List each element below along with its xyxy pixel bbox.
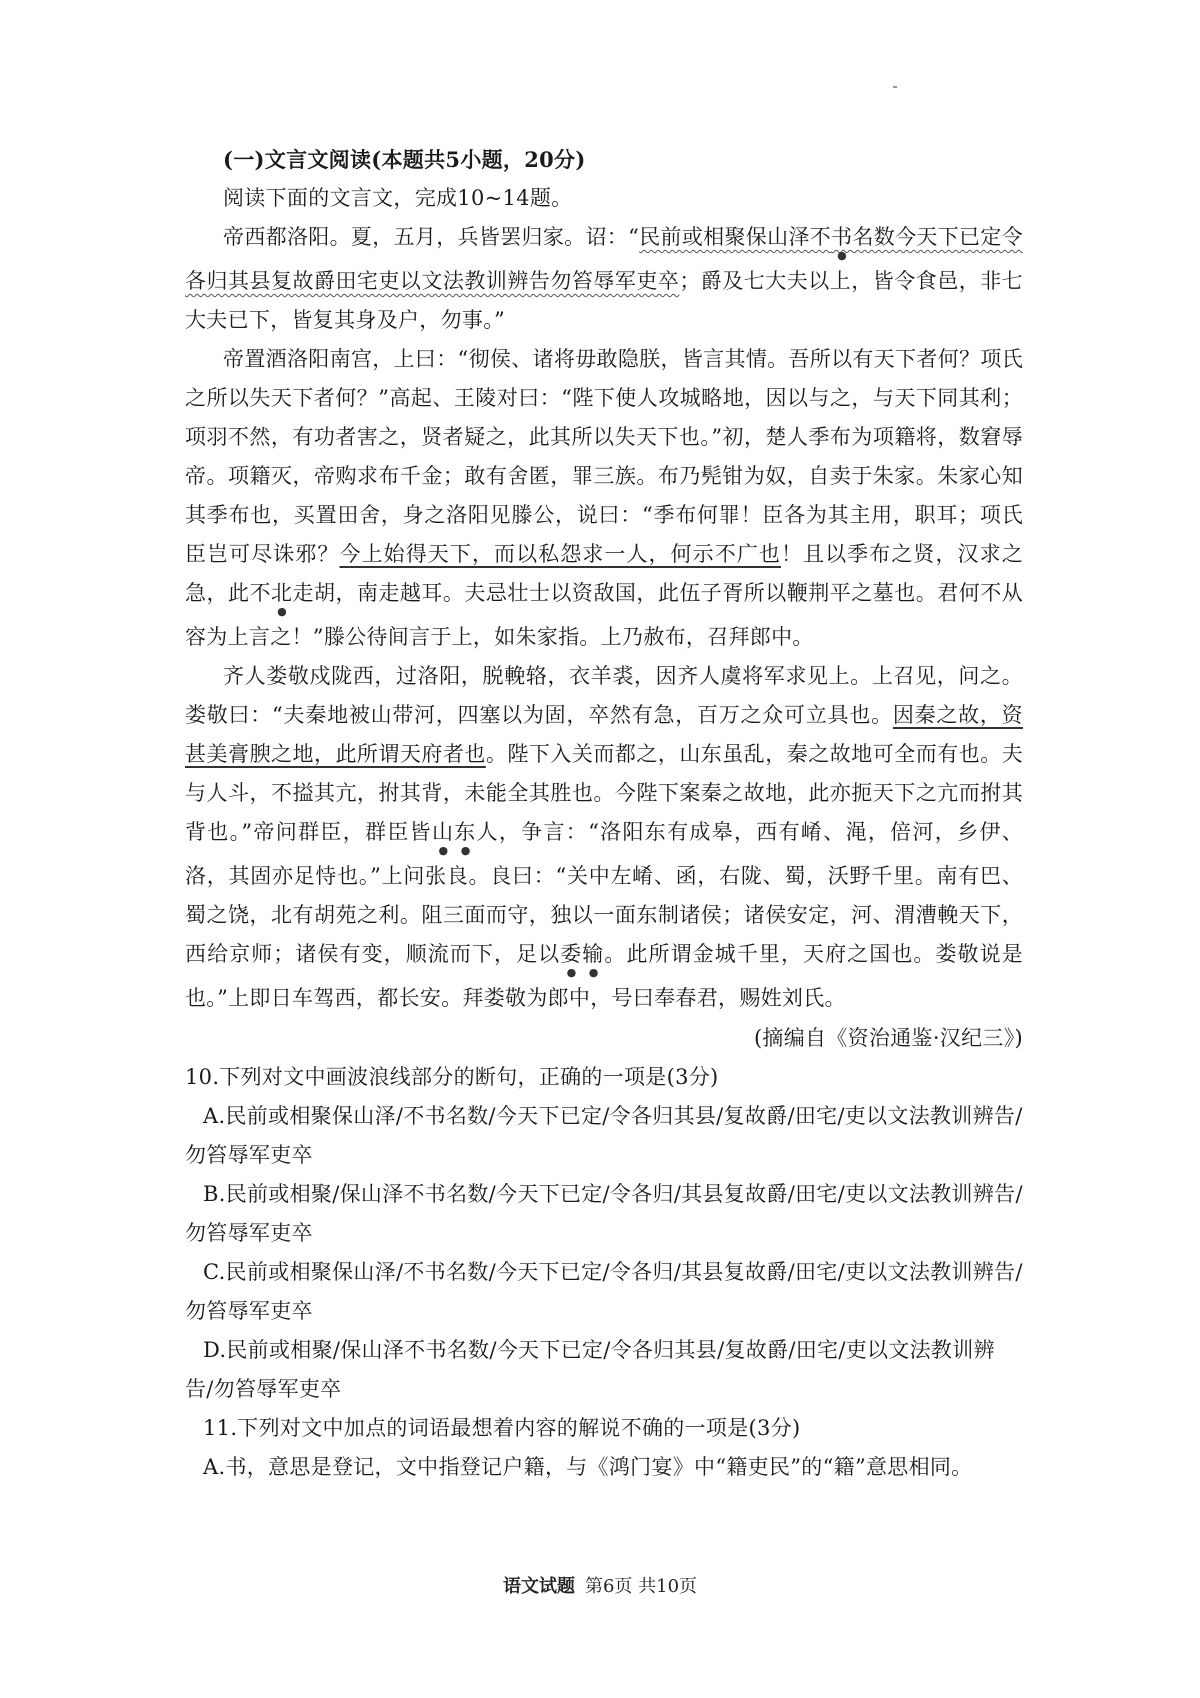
instruction: 阅读下面的文言文，完成10~14题。 [223, 186, 573, 210]
question-10-stem: 10.下列对文中画波浪线部分的断句，正确的一项是(3分) [185, 1065, 719, 1089]
question-11-option-a: A.书，意思是登记，文中指登记户籍，与《鸿门宴》中“籍吏民”的“籍”意思相同。 [203, 1455, 973, 1479]
section-heading: (一)文言文阅读(本题共5小题，20分) [223, 147, 586, 172]
passage-paragraph-2: 帝置酒洛阳南宫，上曰：“彻侯、诸将毋敢隐朕，皆言其情。吾所以有天下者何？项氏之所以失天下者何？”高起、王陵对曰：“陛下使人攻城略地，因以与之，与天下同其利；项羽不然，有功者害之，贤者疑之，此其所以失天下也。”初，楚人季布为项籍将，数窘辱帝。项籍灭，帝购求布千金；敢有舍匿，罪三族。布乃髡钳为奴，自卖于朱家。朱家心知其季布也，买置田舍，身之洛阳见滕公，说曰：“季布何罪！臣各为其主用，职耳；项氏臣岂可尽诛邪？今上始得天下，而以私怨求一人，何示不广也！且以季布之贤，汉求之急，此不北走胡，南走越耳。夫忌壮士以资敌国，此伍子胥所以鞭荆平之墓也。君何不从容为上言之！”滕公待间言于上，如朱家指。上乃赦布，召拜郎中。 [185, 347, 1023, 649]
question-10-option-c: C.民前或相聚保山泽/不书名数/今天下已定/令各归/其县复故爵/田宅/吏以文法教训辨告/勿笞辱军吏卒 [185, 1260, 1023, 1323]
dotted-word: 书 [831, 225, 853, 249]
dotted-word: 委输 [560, 942, 605, 966]
footer-subject: 语文试题 [502, 1576, 575, 1597]
wavy-underlined-text: 民前或相聚保山泽不 [639, 225, 832, 249]
question-10-option-b: B.民前或相聚/保山泽不书名数/今天下已定/令各归/其县复故爵/田宅/吏以文法教训辨告/勿笞辱军吏卒 [185, 1182, 1023, 1245]
underlined-sentence: 今上始得天下，而以私怨求一人，何示不广也 [339, 542, 781, 566]
passage-paragraph-1: 帝西都洛阳。夏，五月，兵皆罢归家。诏：“民前或相聚保山泽不书名数今天下已定令各归其县复故爵田宅吏以文法教训辨告勿笞辱军吏卒；爵及七大夫以上，皆令食邑，非七大夫已下，皆复其身及户，勿事。” [185, 225, 1023, 332]
page-footer [0, 1572, 1200, 1598]
dotted-word: 山东 [431, 820, 477, 844]
wavy-underlined-text: 名数今天下已定令各归其县复故爵田宅吏以文法教训辨告勿笞辱军吏卒 [185, 225, 1023, 293]
question-10-option-d: D.民前或相聚/保山泽不书名数/今天下已定/令各归其县/复故爵/田宅/吏以文法教训辨告/勿笞辱军吏卒 [185, 1338, 995, 1401]
underlined-sentence: 因秦之故，资甚美膏腴之地，此所谓天府者也 [185, 703, 1023, 766]
passage-source: (摘编自《资治通鉴·汉纪三》) [753, 1026, 1023, 1050]
dotted-word: 北 [270, 581, 293, 605]
passage-paragraph-3: 齐人娄敬戍陇西，过洛阳，脱輓辂，衣羊裘，因齐人虞将军求见上。上召见，问之。娄敬曰：“夫秦地被山带河，四塞以为固，卒然有急，百万之众可立具也。因秦之故，资甚美膏腴之地，此所谓天府者也。陛下入关而都之，山东虽乱，秦之故地可全而有也。夫与人斗，不搤其亢，拊其背，未能全其胜也。今陛下案秦之故地，此亦扼天下之亢而拊其背也。”帝问群臣，群臣皆山东人，争言：“洛阳东有成皋，西有崤、渑，倍河，乡伊、洛，其固亦足恃也。”上问张良。良曰：“关中左崤、函，右陇、蜀，沃野千里。南有巴、蜀之饶，北有胡苑之利。阻三面而守，独以一面东制诸侯；诸侯安定，河、渭漕輓天下，西给京师；诸侯有变，顺流而下，足以委输。此所谓金城千里，天府之国也。娄敬说是也。”上即日车驾西，都长安。拜娄敬为郎中，号曰奉春君，赐姓刘氏。 [185, 664, 1023, 1010]
footer-page-number: 第6页 共10页 [584, 1576, 698, 1597]
page-content [185, 140, 1023, 1487]
question-10-option-a: A.民前或相聚保山泽/不书名数/今天下已定/令各归其县/复故爵/田宅/吏以文法教训辨告/勿笞辱军吏卒 [185, 1104, 1023, 1167]
question-11-stem: 11.下列对文中加点的词语最想着内容的解说不确的一项是(3分) [203, 1416, 801, 1440]
scan-mark [893, 86, 897, 88]
